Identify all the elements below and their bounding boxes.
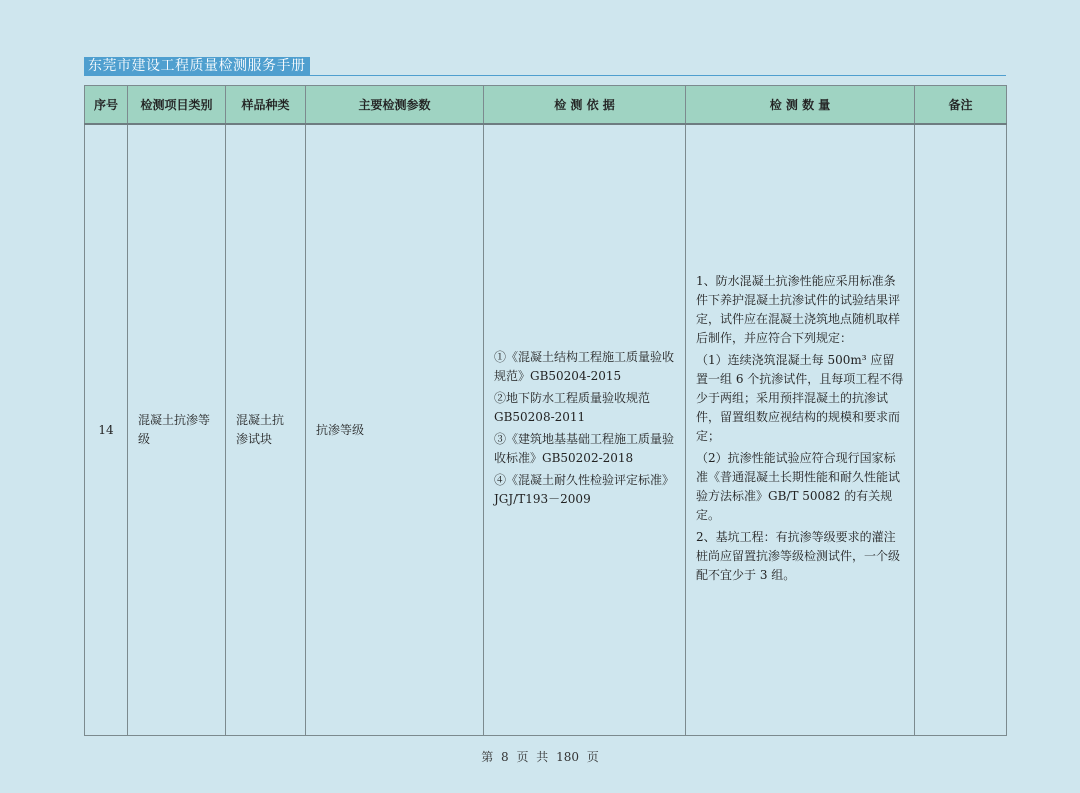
quantity-paragraph: （1）连续浇筑混凝土每 500m³ 应留置一组 6 个抗渗试件，且每项工程不得少于两组；采用预拌混凝土的抗渗试件，留置组数应视结构的规模和要求而定； — [696, 353, 904, 443]
column-header-sample: 样品种类 — [226, 86, 306, 125]
quantity-paragraph: 2、基坑工程：有抗渗等级要求的灌注桩尚应留置抗渗等级检测试件，一个级配不宜少于 3 组。 — [696, 530, 901, 582]
cell-params: 抗渗等级 — [306, 124, 484, 736]
quantity-paragraph: （2）抗渗性能试验应符合现行国家标准《普通混凝土长期性能和耐久性能试验方法标准》GB/T 50082 的有关规定。 — [696, 451, 901, 522]
inspection-table — [84, 85, 1007, 736]
basis-item: ③《建筑地基基础工程施工质量验收标准》GB50202-2018 — [494, 432, 675, 465]
column-header-basis: 检 测 依 据 — [484, 86, 686, 125]
table-row — [85, 124, 1007, 736]
column-header-no: 序号 — [85, 86, 128, 125]
document-header-title: 东莞市建设工程质量检测服务手册 — [84, 57, 310, 75]
basis-item: ④《混凝土耐久性检验评定标准》JGJ/T193－2009 — [494, 473, 675, 506]
table-header-row — [85, 86, 1007, 125]
cell-category: 混凝土抗渗等级 — [128, 124, 226, 736]
cell-sample: 混凝土抗渗试块 — [226, 124, 306, 736]
basis-item: ①《混凝土结构工程施工质量验收规范》GB50204-2015 — [494, 350, 675, 383]
basis-item: ②地下防水工程质量验收规范 GB50208-2011 — [494, 391, 651, 424]
quantity-paragraph: 1、防水混凝土抗渗性能应采用标准条件下养护混凝土抗渗试件的试验结果评定，试件应在混凝土浇筑地点随机取样后制作，并应符合下列规定： — [696, 274, 901, 345]
column-header-category: 检测项目类别 — [128, 86, 226, 125]
column-header-params: 主要检测参数 — [306, 86, 484, 125]
header-rule — [84, 75, 1006, 76]
cell-basis — [484, 124, 686, 736]
page-number: 第 8 页 共 180 页 — [481, 750, 599, 764]
cell-remark — [915, 124, 1007, 736]
cell-quantity — [686, 124, 915, 736]
cell-no: 14 — [85, 124, 128, 736]
column-header-quantity: 检 测 数 量 — [686, 86, 915, 125]
column-header-remark: 备注 — [915, 86, 1007, 125]
